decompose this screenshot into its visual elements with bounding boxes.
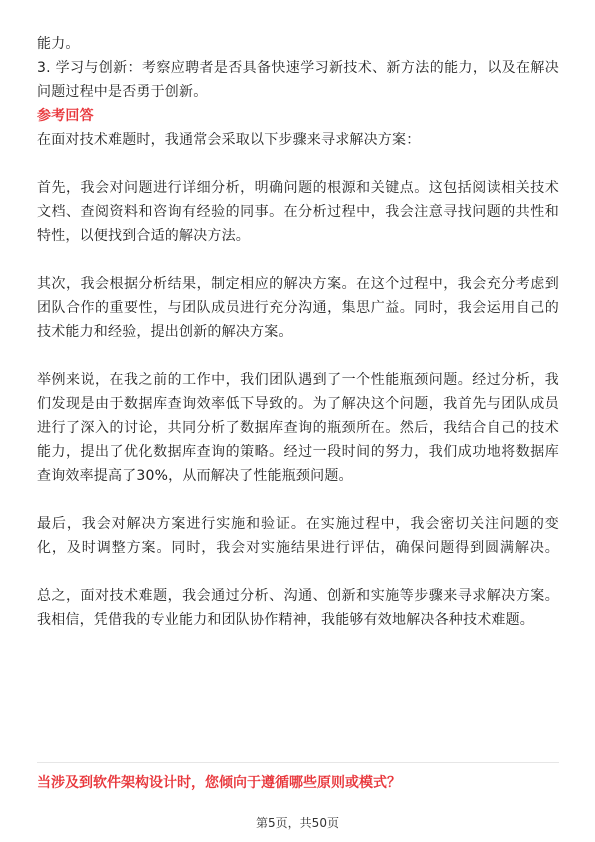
text-line: 进行了深入的讨论，共同分析了数据库查询的瓶颈所在。然后，我结合自己的技术 — [37, 420, 559, 436]
answer-heading: 参考回答 — [37, 108, 94, 124]
next-question-heading: 当涉及到软件架构设计时，您倾向于遵循哪些原则或模式？ — [37, 775, 401, 791]
paragraph-finally — [37, 512, 559, 560]
text-line: 团队合作的重要性，与团队成员进行充分沟通，集思广益。同时，我会运用自己的 — [37, 300, 559, 316]
text-line: 查询效率提高了30%，从而解决了性能瓶颈问题。 — [37, 468, 353, 484]
text-line: 能力。 — [37, 36, 80, 52]
text-line: 3. 学习与创新：考察应聘者是否具备快速学习新技术、新方法的能力，以及在解决 — [37, 60, 559, 76]
text-line: 总之，面对技术难题，我会通过分析、沟通、创新和实施等步骤来寻求解决方案。 — [37, 588, 559, 604]
text-line: 首先，我会对问题进行详细分析，明确问题的根源和关键点。这包括阅读相关技术 — [37, 180, 559, 196]
text-line: 特性，以便找到合适的解决方法。 — [37, 228, 250, 244]
text-line: 技术能力和经验，提出创新的解决方案。 — [37, 324, 293, 340]
text-line: 们发现是由于数据库查询效率低下导致的。为了解决这个问题，我首先与团队成员 — [37, 396, 559, 412]
paragraph-summary — [37, 584, 559, 632]
answer-intro: 在面对技术难题时，我通常会采取以下步骤来寻求解决方案： — [37, 132, 421, 148]
text-line: 举例来说，在我之前的工作中，我们团队遇到了一个性能瓶颈问题。经过分析，我 — [37, 372, 559, 388]
text-line: 其次，我会根据分析结果，制定相应的解决方案。在这个过程中，我会充分考虑到 — [37, 276, 559, 292]
paragraph-example — [37, 368, 559, 488]
text-line: 我相信，凭借我的专业能力和团队协作精神，我能够有效地解决各种技术难题。 — [37, 612, 534, 628]
document-body — [37, 32, 559, 632]
paragraph-first — [37, 176, 559, 248]
page-number: 第5页，共50页 — [256, 816, 339, 830]
text-line: 文档、查阅资料和咨询有经验的同事。在分析过程中，我会注意寻找问题的共性和 — [37, 204, 559, 220]
section-divider — [37, 762, 559, 763]
text-line: 问题过程中是否勇于创新。 — [37, 84, 208, 100]
paragraph-second — [37, 272, 559, 344]
text-line: 化，及时调整方案。同时，我会对实施结果进行评估，确保问题得到圆满解决。 — [37, 540, 559, 556]
text-line: 最后，我会对解决方案进行实施和验证。在实施过程中，我会密切关注问题的变 — [37, 516, 559, 532]
text-line: 能力，提出了优化数据库查询的策略。经过一段时间的努力，我们成功地将数据库 — [37, 444, 559, 460]
